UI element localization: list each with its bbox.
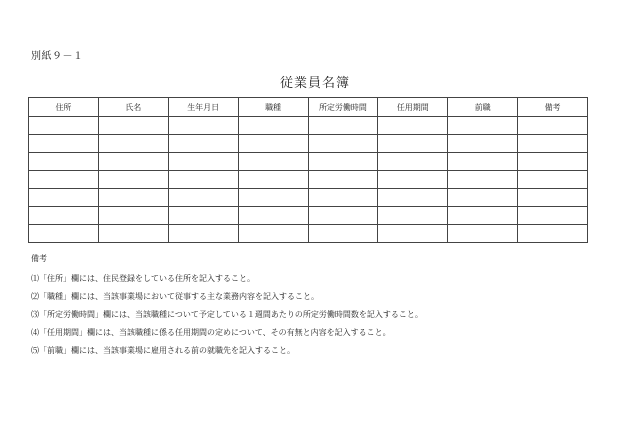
table-cell[interactable] xyxy=(168,117,238,135)
note-item-working-hours: ⑶「所定労働時間」欄には、当該職種について予定している１週間あたりの所定労働時間数を記入すること。 xyxy=(31,310,423,319)
notes-heading: 備考 xyxy=(31,254,47,263)
table-cell[interactable] xyxy=(308,225,378,243)
table-cell[interactable] xyxy=(98,135,168,153)
table-cell[interactable] xyxy=(378,207,448,225)
table-cell[interactable] xyxy=(308,153,378,171)
table-cell[interactable] xyxy=(168,135,238,153)
table-row xyxy=(29,207,588,225)
table-cell[interactable] xyxy=(448,207,518,225)
table-cell[interactable] xyxy=(518,171,588,189)
table-cell[interactable] xyxy=(378,189,448,207)
table-cell[interactable] xyxy=(448,225,518,243)
table-cell[interactable] xyxy=(238,117,308,135)
table-cell[interactable] xyxy=(378,171,448,189)
table-header-row xyxy=(29,98,588,117)
table-body xyxy=(29,117,588,243)
table-row xyxy=(29,135,588,153)
table-cell[interactable] xyxy=(168,225,238,243)
table-cell[interactable] xyxy=(168,189,238,207)
column-header-name: 氏名 xyxy=(98,98,168,117)
table-cell[interactable] xyxy=(308,171,378,189)
table-cell[interactable] xyxy=(98,153,168,171)
column-header-working-hours: 所定労働時間 xyxy=(308,98,378,117)
table-cell[interactable] xyxy=(238,189,308,207)
note-item-appointment-period: ⑷「任用期間」欄には、当該職種に係る任用期間の定めについて、その有無と内容を記入すること。 xyxy=(31,328,391,337)
table-cell[interactable] xyxy=(98,171,168,189)
table-cell[interactable] xyxy=(29,171,99,189)
table-cell[interactable] xyxy=(308,117,378,135)
table-cell[interactable] xyxy=(238,153,308,171)
column-header-birthdate: 生年月日 xyxy=(168,98,238,117)
table-cell[interactable] xyxy=(29,135,99,153)
table-cell[interactable] xyxy=(308,207,378,225)
employee-roster-table xyxy=(28,97,588,243)
table-row xyxy=(29,153,588,171)
table-cell[interactable] xyxy=(518,135,588,153)
column-header-job-type: 職種 xyxy=(238,98,308,117)
table-cell[interactable] xyxy=(168,171,238,189)
table-cell[interactable] xyxy=(308,135,378,153)
table-cell[interactable] xyxy=(518,189,588,207)
table-cell[interactable] xyxy=(308,189,378,207)
table-cell[interactable] xyxy=(98,189,168,207)
table-cell[interactable] xyxy=(518,117,588,135)
note-item-previous-job: ⑸「前職」欄には、当該事業場に雇用される前の就職先を記入すること。 xyxy=(31,346,295,355)
table-cell[interactable] xyxy=(238,207,308,225)
column-header-remarks: 備考 xyxy=(518,98,588,117)
table-cell[interactable] xyxy=(98,207,168,225)
table-cell[interactable] xyxy=(448,171,518,189)
table-cell[interactable] xyxy=(238,225,308,243)
table-cell[interactable] xyxy=(238,171,308,189)
table-cell[interactable] xyxy=(378,117,448,135)
table-row xyxy=(29,171,588,189)
table-cell[interactable] xyxy=(378,225,448,243)
table-cell[interactable] xyxy=(448,117,518,135)
table-cell[interactable] xyxy=(98,117,168,135)
table-cell[interactable] xyxy=(29,153,99,171)
column-header-appointment-period: 任用期間 xyxy=(378,98,448,117)
table-cell[interactable] xyxy=(238,135,308,153)
table-cell[interactable] xyxy=(518,207,588,225)
note-item-job-type: ⑵「職種」欄には、当該事業場において従事する主な業務内容を記入すること。 xyxy=(31,292,319,301)
table-cell[interactable] xyxy=(448,189,518,207)
table-row xyxy=(29,225,588,243)
table-cell[interactable] xyxy=(29,225,99,243)
table-cell[interactable] xyxy=(168,207,238,225)
column-header-address: 住所 xyxy=(29,98,99,117)
table-cell[interactable] xyxy=(448,153,518,171)
notes-section xyxy=(31,250,423,360)
note-item-address: ⑴「住所」欄には、住民登録をしている住所を記入すること。 xyxy=(31,274,255,283)
attachment-label: 別紙９－１ xyxy=(31,51,84,62)
document-title: 従業員名簿 xyxy=(279,76,350,91)
table-cell[interactable] xyxy=(168,153,238,171)
table-cell[interactable] xyxy=(29,117,99,135)
table-cell[interactable] xyxy=(448,135,518,153)
table-row xyxy=(29,189,588,207)
table-cell[interactable] xyxy=(518,225,588,243)
table-cell[interactable] xyxy=(98,225,168,243)
table-cell[interactable] xyxy=(518,153,588,171)
table-cell[interactable] xyxy=(29,207,99,225)
column-header-previous-job: 前職 xyxy=(448,98,518,117)
table-cell[interactable] xyxy=(378,153,448,171)
table-cell[interactable] xyxy=(378,135,448,153)
table-cell[interactable] xyxy=(29,189,99,207)
table-row xyxy=(29,117,588,135)
